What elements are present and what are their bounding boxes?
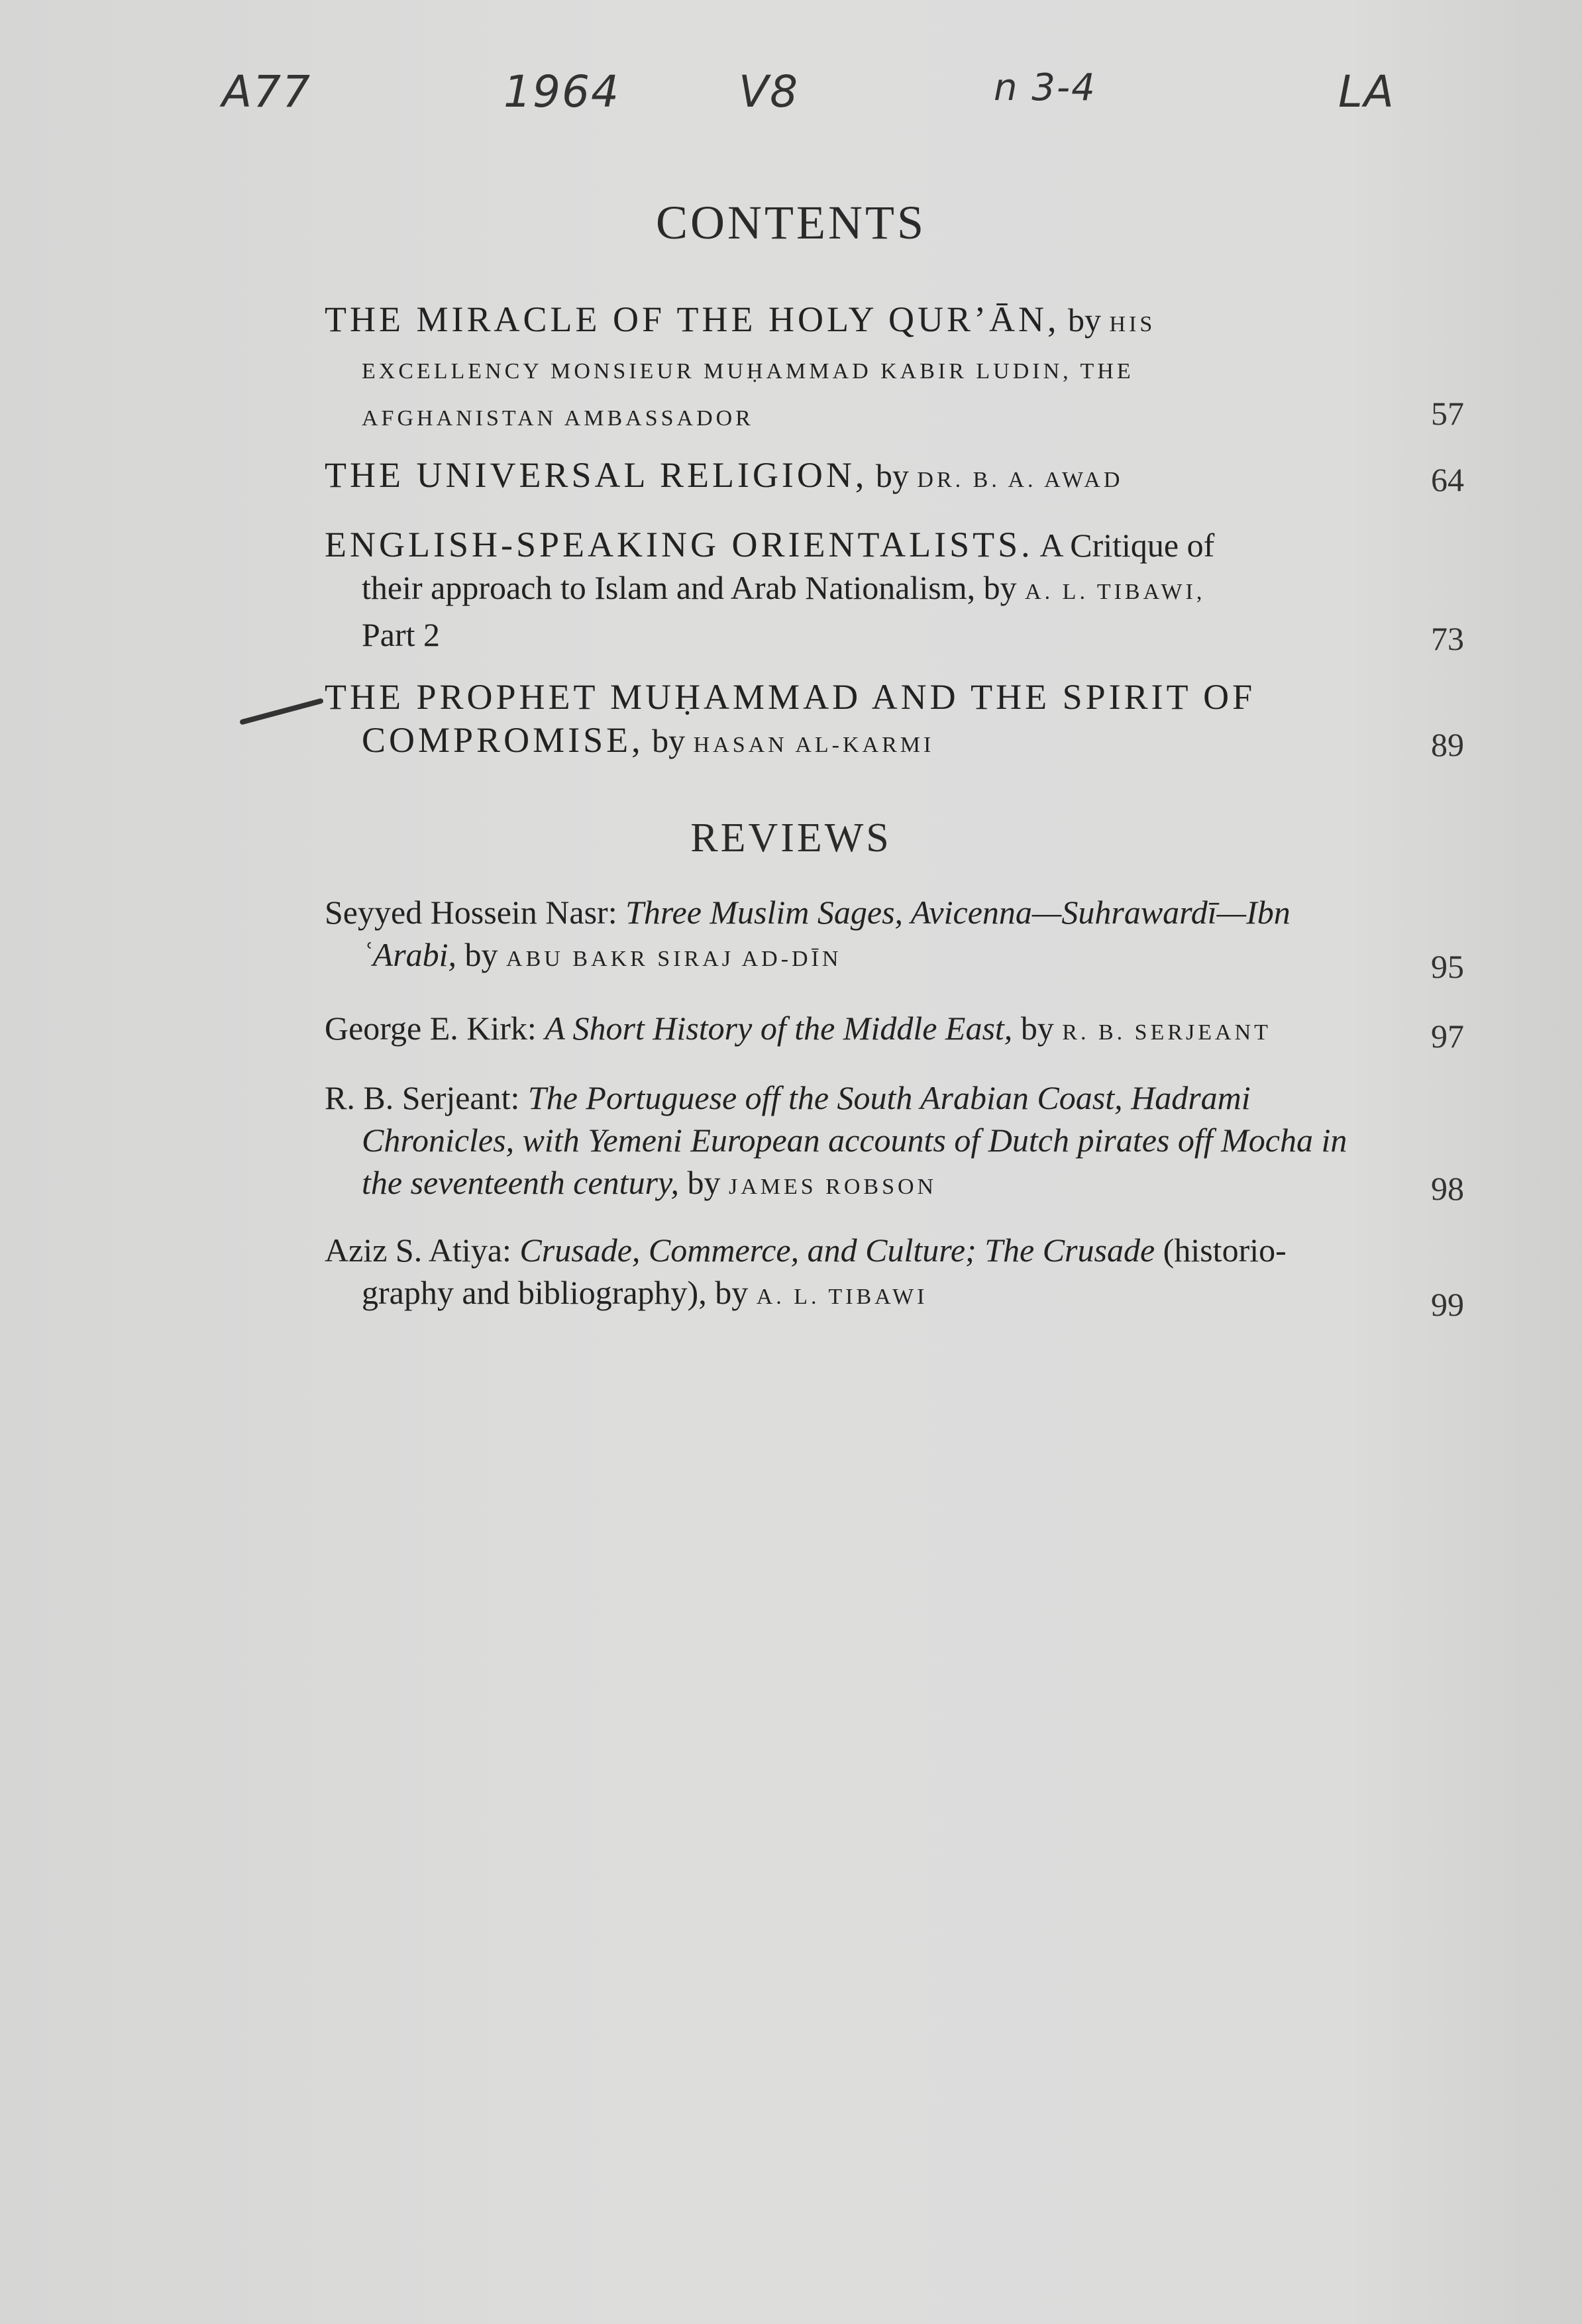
review-line: ʿArabi, by ABU BAKR SIRAJ AD-DĪN <box>362 936 842 973</box>
review-line: R. B. Serjeant: The Portuguese off the South Arabian Coast, Hadrami <box>325 1079 1251 1116</box>
toc-entry <box>325 298 1371 440</box>
page-number: 97 <box>1431 1018 1464 1055</box>
handwritten-note: V8 <box>739 66 800 117</box>
handwritten-note: 1964 <box>503 66 620 117</box>
review-line: Seyyed Hossein Nasr: Three Muslim Sages, Avicenna—Suhrawardī—Ibn <box>325 894 1291 931</box>
page-number: 89 <box>1431 726 1464 763</box>
toc-entry <box>325 676 1371 766</box>
entry-author-line: AFGHANISTAN AMBASSADOR <box>362 406 754 431</box>
review-line: Aziz S. Atiya: Crusade, Commerce, and Culture; The Crusade (historio- <box>325 1232 1287 1269</box>
page-number: 57 <box>1431 395 1464 432</box>
entry-title-line: THE PROPHET MUḤAMMAD AND THE SPIRIT OF <box>325 677 1256 717</box>
review-entry <box>325 1077 1371 1208</box>
review-entry <box>325 891 1371 980</box>
review-entry <box>325 1007 1371 1054</box>
handwritten-note: n 3-4 <box>994 66 1096 109</box>
page-number: 73 <box>1431 620 1464 657</box>
entry-title-line: THE MIRACLE OF THE HOLY QUR’ĀN, by HIS <box>325 299 1156 339</box>
review-line: Chronicles, with Yemeni European accounts of Dutch pirates off Mocha in <box>362 1122 1347 1159</box>
page-number: 64 <box>1431 461 1464 498</box>
entry-subtitle-line: their approach to Islam and Arab Nationalism, by A. L. TIBAWI, <box>362 569 1206 606</box>
review-line: the seventeenth century, by JAMES ROBSON <box>362 1164 937 1201</box>
review-line: George E. Kirk: A Short History of the Middle East, by R. B. SERJEANT <box>325 1010 1271 1047</box>
toc-entry <box>325 523 1371 656</box>
pen-mark <box>239 698 324 725</box>
toc-entry <box>325 454 1371 502</box>
page-number: 95 <box>1431 948 1464 985</box>
page-number: 99 <box>1431 1286 1464 1323</box>
review-line: graphy and bibliography), by A. L. TIBAWI <box>362 1274 928 1311</box>
entry-title-line: COMPROMISE, by HASAN AL-KARMI <box>362 720 935 760</box>
entry-title-line: THE UNIVERSAL RELIGION, by DR. B. A. AWAD <box>325 455 1124 495</box>
handwritten-note: LA <box>1338 66 1395 117</box>
entry-title-line: ENGLISH-SPEAKING ORIENTALISTS. A Critique of <box>325 525 1215 564</box>
entry-author-line: EXCELLENCY MONSIEUR MUḤAMMAD KABIR LUDIN, THE <box>362 359 1134 384</box>
review-entry <box>325 1229 1371 1318</box>
entry-part: Part 2 <box>362 616 441 653</box>
page-number: 98 <box>1431 1170 1464 1207</box>
reviews-heading: REVIEWS <box>690 816 892 861</box>
contents-heading: CONTENTS <box>656 196 926 249</box>
handwritten-note: A77 <box>222 66 312 117</box>
